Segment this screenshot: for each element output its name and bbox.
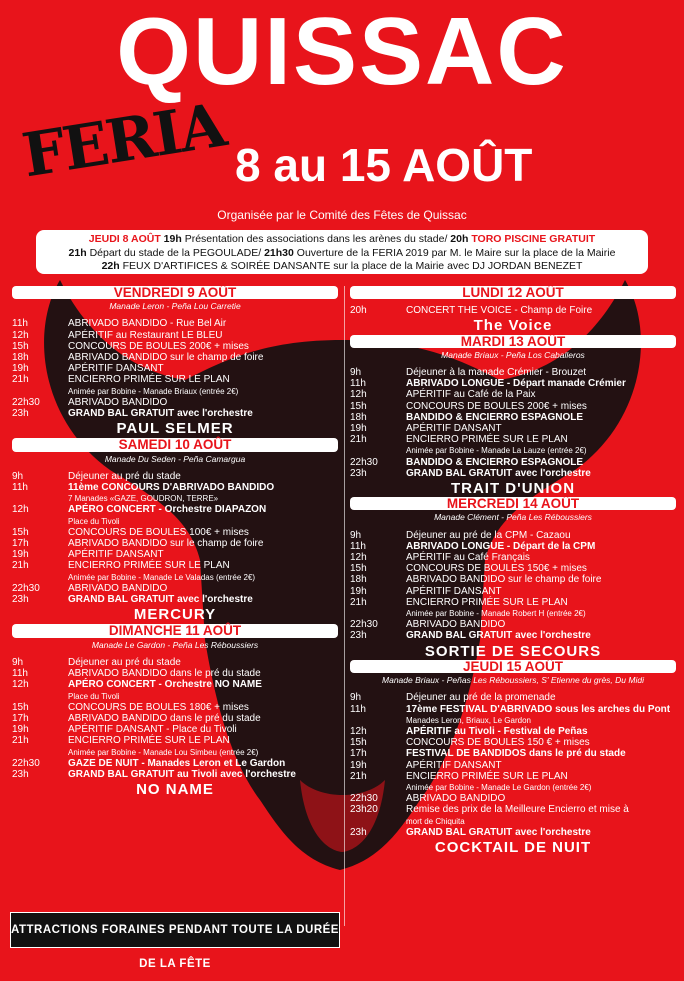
schedule-event: CONCOURS DE BOULES 200€ + mises (406, 400, 587, 412)
schedule-time: 23h (350, 630, 367, 642)
schedule-time: 23h20 (350, 804, 378, 816)
schedule-time: 19h (350, 585, 367, 597)
schedule-event: APÉRO CONCERT - Orchestre NO NAME (68, 679, 262, 691)
day-header-ven: VENDREDI 9 AOÛT (12, 286, 338, 299)
schedule-event: Remise des prix de la Meilleure Encierro et mise à (406, 804, 629, 816)
schedule-event: GRAND BAL GRATUIT au Tivoli avec l'orchestre (68, 768, 296, 780)
schedule-time: 21h (350, 596, 367, 608)
organizer-line: Organisée par le Comité des Fêtes de Quissac (217, 208, 467, 222)
schedule-event: APÉRITIF au Tivoli - Festival de Peñas (406, 725, 588, 737)
schedule-row (350, 367, 676, 378)
schedule-event: Animée par Bobine - Manade La Lauze (entrée 2€) (406, 446, 587, 456)
schedule-time: 11h (350, 378, 366, 390)
schedule-time: 9h (350, 367, 362, 379)
schedule-time (350, 816, 406, 827)
schedule-time: 22h30 (350, 793, 378, 805)
schedule-time: 9h (350, 692, 362, 704)
schedule-row (350, 468, 676, 479)
schedule-event: ABRIVADO BANDIDO - Rue Bel Air (68, 318, 227, 330)
schedule-row (12, 504, 338, 515)
schedule-event: CONCOURS DE BOULES 150 € + mises (406, 737, 590, 749)
column-divider (344, 286, 345, 926)
orchestra-logo-mer: SORTIE DE SECOURS (424, 642, 602, 660)
schedule-event: Place du Tivoli (68, 516, 120, 526)
schedule-row (12, 471, 338, 482)
schedule-time (12, 572, 68, 583)
schedule-time: 15h (12, 526, 29, 538)
opening-day: JEUDI 8 AOÛT (88, 233, 161, 245)
opening-time-2: 20h (450, 233, 472, 245)
schedule-row (12, 713, 338, 724)
schedule-event: ENCIERRO PRIMÉE SUR LE PLAN (406, 770, 568, 782)
schedule-row (350, 378, 676, 389)
schedule-event: Animée par Bobine - Manade Lou Simbeu (entrée 2€) (68, 747, 259, 757)
schedule-event: APÉRITIF au Café Français (406, 552, 530, 564)
schedule-row (12, 691, 338, 702)
opening-time-5: 22h (101, 260, 123, 272)
schedule-event: ABRIVADO BANDIDO sur le champ de foire (406, 574, 602, 586)
schedule-time: 22h30 (12, 396, 40, 408)
schedule-time: 9h (12, 470, 24, 482)
day-header-lun: LUNDI 12 AOÛT (350, 286, 676, 299)
schedule-row (12, 374, 338, 385)
schedule-event: CONCOURS DE BOULES 200€ + mises (68, 340, 249, 352)
schedule-row (12, 397, 338, 408)
schedule-event: ENCIERRO PRIMÉE SUR LE PLAN (68, 735, 230, 747)
schedule-event: APÉRITIF DANSANT - Place du Tivoli (68, 724, 237, 736)
schedule-row (350, 457, 676, 468)
schedule-row (350, 530, 676, 541)
schedule-row (350, 608, 676, 619)
schedule-event: ABRIVADO BANDIDO (406, 793, 506, 805)
schedule-row (12, 758, 338, 769)
schedule-row (350, 704, 676, 715)
schedule-time: 12h (350, 725, 367, 737)
schedule-event: ENCIERRO PRIMÉE SUR LE PLAN (406, 596, 568, 608)
schedule-time: 20h (350, 305, 367, 317)
schedule-row (350, 793, 676, 804)
schedule-row (350, 771, 676, 782)
schedule-row (350, 552, 676, 563)
schedule-time: 21h (350, 434, 367, 446)
schedule-time (350, 715, 406, 726)
schedule-row (12, 352, 338, 363)
schedule-event: Déjeuner au pré du stade (68, 470, 181, 482)
schedule-row (12, 702, 338, 713)
schedule-event: Déjeuner au pré de la promenade (406, 692, 556, 704)
schedule-time: 15h (12, 701, 29, 713)
schedule-row (350, 804, 676, 815)
schedule-time: 9h (350, 529, 362, 541)
schedule-event: Déjeuner au pré du stade (68, 656, 181, 668)
schedule-time: 18h (12, 352, 29, 364)
schedule-time: 18h (350, 574, 367, 586)
schedule-event: APÉRITIF au Café de la Paix (406, 389, 536, 401)
orchestra-logo-lun: The Voice (473, 317, 553, 335)
schedule-time: 12h (12, 329, 29, 341)
schedule-event: 17ème FESTIVAL D'ABRIVADO sous les arches du Pont (406, 703, 671, 715)
schedule-event: mort de Chiquita (406, 816, 465, 826)
schedule-event: APÉRITIF DANSANT (68, 363, 164, 375)
orchestra-logo-jeu: COCKTAIL DE NUIT (434, 838, 592, 856)
schedule-event: GRAND BAL GRATUIT avec l'orchestre (68, 594, 253, 606)
schedule-event: GRAND BAL GRATUIT avec l'orchestre (68, 408, 253, 420)
left-column (12, 284, 338, 799)
opening-time-4: 21h30 (264, 246, 297, 259)
schedule-row (350, 782, 676, 793)
schedule-time: 11h (12, 668, 28, 680)
schedule-event: Animée par Bobine - Manade Le Valadas (entrée 2€) (68, 572, 256, 582)
schedule-time: 15h (12, 340, 29, 352)
schedule-time (12, 691, 68, 702)
schedule-row (350, 597, 676, 608)
schedule-time: 15h (350, 737, 367, 749)
schedule-row (12, 735, 338, 746)
schedule-time: 19h (350, 759, 367, 771)
schedule-row (350, 434, 676, 445)
schedule-event: 11ème CONCOURS D'ABRIVADO BANDIDO (68, 482, 275, 494)
day-subtitle-ven: Manade Leron - Peña Lou Carretie (109, 301, 241, 312)
schedule-time (12, 386, 68, 397)
schedule-time: 12h (12, 679, 29, 691)
orchestra-logo-dim: NO NAME (136, 781, 214, 799)
schedule-event: Manades Leron, Briaux, Le Gardon (406, 715, 531, 725)
schedule-row (12, 538, 338, 549)
schedule-time: 11h (12, 318, 28, 330)
schedule-time: 22h30 (12, 757, 40, 769)
schedule-time: 12h (12, 504, 29, 516)
schedule-row (12, 318, 338, 329)
schedule-row (12, 747, 338, 758)
schedule-time: 22h30 (12, 582, 40, 594)
day-subtitle-mer: Manade Clément - Peña Les Réboussiers (434, 512, 592, 523)
schedule-time: 15h (350, 563, 367, 575)
event-dates: 8 au 15 AOÛT (235, 139, 533, 191)
schedule-event: GAZE DE NUIT - Manades Leron et Le Gardon (68, 757, 286, 769)
day-header-mar: MARDI 13 AOÛT (350, 335, 676, 348)
schedule-event: APÉRITIF DANSANT (68, 549, 164, 561)
schedule-time: 19h (12, 724, 29, 736)
schedule-event: FESTIVAL DE BANDIDOS dans le pré du stade (406, 748, 626, 760)
schedule-event: BANDIDO & ENCIERRO ESPAGNOLE (406, 456, 584, 468)
schedule-time: 15h (350, 400, 367, 412)
orchestra-logo-ven: PAUL SELMER (116, 420, 234, 438)
schedule-row (350, 389, 676, 400)
schedule-time: 21h (350, 770, 367, 782)
schedule-event: ABRIVADO BANDIDO dans le pré du stade (68, 668, 261, 680)
schedule-time (12, 747, 68, 758)
schedule-event: BANDIDO & ENCIERRO ESPAGNOLE (406, 411, 584, 423)
schedule-time: 23h (350, 467, 367, 479)
schedule-row (12, 583, 338, 594)
schedule-row (12, 527, 338, 538)
schedule-row (350, 816, 676, 827)
schedule-row (350, 305, 676, 316)
schedule-time: 22h30 (350, 456, 378, 468)
schedule-row (12, 408, 338, 419)
schedule-time: 21h (12, 374, 29, 386)
schedule-row (350, 563, 676, 574)
schedule-time: 21h (12, 560, 29, 572)
schedule-row (12, 516, 338, 527)
schedule-event: APÉRITIF DANSANT (406, 585, 502, 597)
schedule-event: ENCIERRO PRIMÉE SUR LE PLAN (406, 434, 568, 446)
schedule-row (350, 760, 676, 771)
day-header-dim: DIMANCHE 11 AOÛT (12, 624, 338, 637)
schedule-row (350, 423, 676, 434)
schedule-time: 19h (350, 423, 367, 435)
schedule-event: ABRIVADO LONGUE - Départ de la CPM (406, 540, 596, 552)
schedule-row (350, 715, 676, 726)
schedule-row (350, 619, 676, 630)
feria-logo: FERIA (17, 90, 230, 192)
opening-time-1: 19h (160, 233, 185, 245)
schedule-row (350, 748, 676, 759)
schedule-event: GRAND BAL GRATUIT avec l'orchestre (406, 630, 591, 642)
schedule-event: APÉRITIF DANSANT (406, 759, 502, 771)
opening-event-4: Ouverture de la FERIA 2019 par M. le Maire sur la place de la Mairie (296, 246, 616, 259)
orchestra-logo-mar: TRAIT D'UNION (450, 480, 576, 498)
schedule-row (12, 668, 338, 679)
schedule-row (350, 445, 676, 456)
schedule-time: 19h (12, 549, 29, 561)
schedule-row (350, 692, 676, 703)
schedule-row (12, 341, 338, 352)
schedule-event: ENCIERRO PRIMÉE SUR LE PLAN (68, 560, 230, 572)
schedule-event: CONCERT THE VOICE - Champ de Foire (406, 305, 593, 317)
schedule-row (350, 827, 676, 838)
schedule-event: Animée par Bobine - Manade Robert H (entrée 2€) (406, 609, 586, 619)
right-column (350, 284, 676, 856)
day-subtitle-mar: Manade Briaux - Peña Los Caballeros (441, 349, 585, 360)
schedule-event: ABRIVADO BANDIDO (68, 396, 168, 408)
schedule-event: APÉRITIF au Restaurant LE BLEU (68, 329, 223, 341)
schedule-event: GRAND BAL GRATUIT avec l'orchestre (406, 467, 591, 479)
schedule-row (12, 657, 338, 668)
schedule-row (350, 630, 676, 641)
schedule-row (12, 493, 338, 504)
schedule-time: 21h (12, 735, 29, 747)
schedule-time: 17h (12, 712, 29, 724)
schedule-row (12, 386, 338, 397)
schedule-row (350, 586, 676, 597)
page-title: QUISSAC (116, 0, 568, 105)
schedule-time: 22h30 (350, 619, 378, 631)
schedule-event: Animée par Bobine - Manade Briaux (entrée 2€) (68, 386, 239, 396)
schedule-row (12, 560, 338, 571)
attractions-banner: ATTRACTIONS FORAINES PENDANT TOUTE LA DURÉE DE LA FÊTE (10, 912, 340, 948)
schedule-time: 11h (350, 703, 366, 715)
day-header-jeu: JEUDI 15 AOÛT (350, 660, 676, 673)
schedule-event: Animée par Bobine - Manade Le Gardon (entrée 2€) (406, 782, 592, 792)
schedule-event: APÉRITIF DANSANT (406, 423, 502, 435)
schedule-time: 9h (12, 656, 24, 668)
schedule-time: 23h (12, 768, 29, 780)
schedule-event: Déjeuner au pré de la CPM - Cazaou (406, 529, 571, 541)
schedule-time: 23h (12, 408, 29, 420)
schedule-row (350, 726, 676, 737)
schedule-time: 23h (12, 594, 29, 606)
opening-time-3: 21h (68, 246, 90, 259)
schedule-row (12, 679, 338, 690)
schedule-time: 17h (350, 748, 367, 760)
opening-program-box (36, 230, 648, 274)
schedule-time (350, 782, 406, 793)
schedule-row (12, 769, 338, 780)
schedule-event: ABRIVADO BANDIDO sur le champ de foire (68, 538, 264, 550)
schedule-event: CONCOURS DE BOULES 150€ + mises (406, 563, 587, 575)
schedule-row (12, 330, 338, 341)
schedule-event: Déjeuner à la manade Crémier - Brouzet (406, 367, 587, 379)
schedule-row (350, 541, 676, 552)
schedule-event: ABRIVADO BANDIDO dans le pré du stade (68, 712, 261, 724)
opening-event-1: Présentation des associations dans les arènes du stade/ (184, 233, 451, 245)
schedule-time: 12h (350, 552, 367, 564)
schedule-event: ABRIVADO LONGUE - Départ manade Crémier (406, 378, 626, 390)
schedule-row (350, 412, 676, 423)
schedule-row (350, 401, 676, 412)
schedule-event: ENCIERRO PRIMÉE SUR LE PLAN (68, 374, 230, 386)
schedule-time: 11h (12, 482, 28, 494)
schedule-time (350, 445, 406, 456)
opening-event-5: FEUX D'ARTIFICES & SOIRÉE DANSANTE sur la place de la Mairie avec DJ JORDAN BENEZET (122, 260, 583, 272)
schedule-event: CONCOURS DE BOULES 180€ + mises (68, 701, 249, 713)
schedule-event: Place du Tivoli (68, 691, 120, 701)
day-subtitle-jeu: Manade Briaux - Peñas Les Réboussiers, S' Etienne du grès, Du Midi (382, 675, 644, 686)
schedule-time: 19h (12, 363, 29, 375)
schedule-time: 12h (350, 389, 367, 401)
schedule-row (12, 594, 338, 605)
schedule-event: APÉRO CONCERT - Orchestre DIAPAZON (68, 504, 267, 516)
orchestra-logo-sam: MERCURY (133, 606, 217, 624)
day-header-sam: SAMEDI 10 AOÛT (12, 438, 338, 451)
schedule-time (350, 608, 406, 619)
schedule-event: GRAND BAL GRATUIT avec l'orchestre (406, 826, 591, 838)
schedule-time: 18h (350, 411, 367, 423)
schedule-time: 23h (350, 826, 367, 838)
schedule-time: 11h (350, 540, 366, 552)
schedule-time (12, 516, 68, 527)
schedule-time: 17h (12, 538, 29, 550)
schedule-event: CONCOURS DE BOULES 100€ + mises (68, 526, 249, 538)
opening-event-2: TORO PISCINE GRATUIT (471, 233, 596, 245)
schedule-event: 7 Manades «GAZE, GOUDRON, TERRE» (68, 494, 219, 504)
schedule-event: ABRIVADO BANDIDO (406, 619, 506, 631)
schedule-time (12, 493, 68, 504)
day-subtitle-sam: Manade Du Seden - Peña Camargua (104, 453, 246, 464)
schedule-row (12, 724, 338, 735)
opening-event-3: Départ du stade de la PEGOULADE/ (89, 246, 265, 259)
schedule-row (350, 574, 676, 585)
schedule-row (12, 549, 338, 560)
day-subtitle-dim: Manade Le Gardon - Peña Les Réboussiers (91, 639, 259, 650)
schedule-event: ABRIVADO BANDIDO (68, 582, 168, 594)
schedule-row (12, 363, 338, 374)
schedule-event: ABRIVADO BANDIDO sur le champ de foire (68, 352, 264, 364)
schedule-row (350, 737, 676, 748)
schedule-row (12, 482, 338, 493)
day-header-mer: MERCREDI 14 AOÛT (350, 497, 676, 510)
schedule-row (12, 572, 338, 583)
